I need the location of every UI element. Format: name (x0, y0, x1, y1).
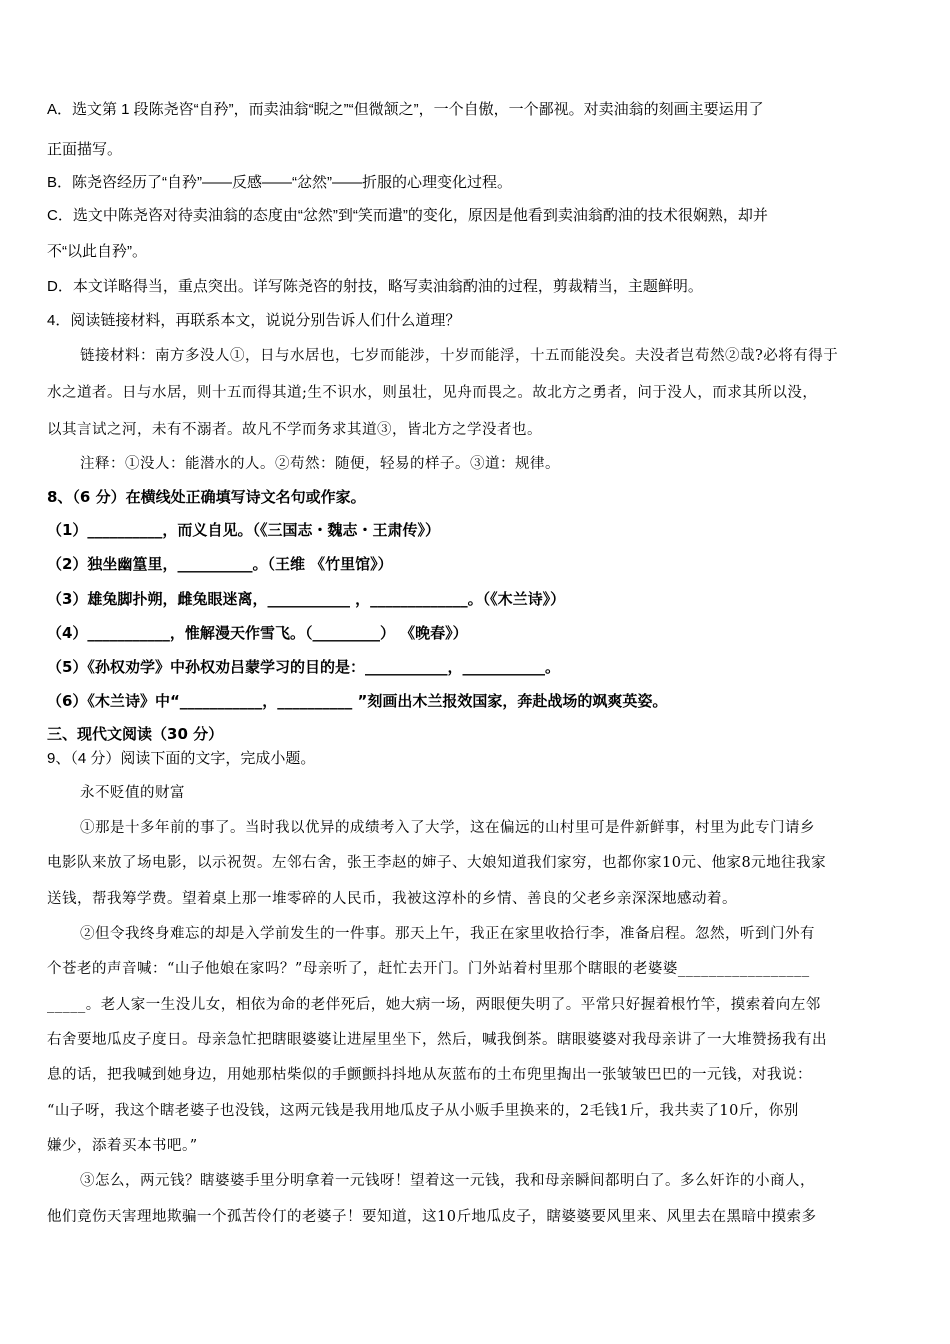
question-4-title: 4．阅读链接材料，再联系本文，说说分别告诉人们什么道理？ (47, 312, 461, 329)
option-c-line2: 不“以此自矜”。 (47, 243, 147, 260)
question-8-title: 8、（6 分）在横线处正确填写诗文名句或作家。 (47, 488, 366, 506)
question-9-title: 9、（4 分）阅读下面的文字，完成小题。 (47, 750, 316, 767)
essay-line: 电影队来放了场电影，以示祝贺。左邻右舍，张王李赵的婶子、大娘知道我们家穷，也都你家10元、他家8元地往我家 (47, 855, 827, 871)
q8-item-4: （4）___________，惟解漫天作雪飞。（_________） 《晚春》） (47, 624, 468, 642)
essay-line: 送钱，帮我筹学费。望着桌上那一堆零碎的人民币，我被这淳朴的乡情、善良的父老乡亲深深地感动着。 (47, 891, 737, 907)
essay-title: 永不贬值的财富 (80, 785, 185, 801)
q8-item-2: （2）独坐幽篁里，__________。（王维 《竹里馆》） (47, 555, 393, 573)
essay-line: _____。老人家一生没儿女，相依为命的老伴死后，她大病一场，两眼便失明了。平常只好握着根竹竿，摸索着向左邻 (47, 997, 821, 1013)
link-material-line3: 以其言试之河，未有不溺者。故凡不学而务求其道③，皆北方之学没者也。 (47, 422, 542, 438)
essay-line: 右舍要地瓜皮子度日。母亲急忙把瞎眼婆婆让进屋里坐下，然后，喊我倒茶。瞎眼婆婆对我母亲讲了一大堆赞扬我有出 (47, 1032, 827, 1048)
link-material-note: 注释：①没人：能潜水的人。②苟然：随便，轻易的样子。③道：规律。 (80, 456, 560, 472)
option-a-line2: 正面描写。 (47, 141, 123, 158)
essay-line: ②但令我终身难忘的却是入学前发生的一件事。那天上午，我正在家里收拾行李，准备启程。忽然，听到门外有 (80, 926, 815, 942)
essay-line: 息的话，把我喊到她身边，用她那枯柴似的手颤颤抖抖地从灰蓝布的土布兜里掏出一张皱皱巴巴的一元钱，对我说： (47, 1067, 812, 1083)
option-c-line1: C．选文中陈尧咨对待卖油翁的态度由“忿然”到“笑而遣”的变化，原因是他看到卖油翁酌油的技术很娴熟，却并 (47, 207, 768, 224)
essay-line: 嫌少，添着买本书吧。” (47, 1138, 198, 1154)
option-b: B．陈尧咨经历了“自矜”——反感——“忿然”——折服的心理变化过程。 (47, 174, 512, 191)
essay-line: “山子呀，我这个瞎老婆子也没钱，这两元钱是我用地瓜皮子从小贩手里换来的，2毛钱1斤，我共卖了10斤，你别 (47, 1103, 799, 1119)
essay-line: ①那是十多年前的事了。当时我以优异的成绩考入了大学，这在偏远的山村里可是件新鲜事，村里为此专门请乡 (80, 820, 815, 836)
essay-line: 他们竟伤天害理地欺骗一个孤苦伶仃的老婆子！要知道，这10斤地瓜皮子，瞎婆婆要风里来、风里去在黑暗中摸索多 (47, 1209, 817, 1225)
q8-item-6: （6）《木兰诗》中“___________，__________ ”刻画出木兰报效国家，奔赴战场的飒爽英姿。 (47, 692, 668, 710)
link-material-line1: 链接材料：南方多没人①，日与水居也，七岁而能涉，十岁而能浮，十五而能没矣。夫没者岂苟然②哉?必将有得于 (80, 348, 839, 364)
section-3-title: 三、现代文阅读（30 分） (47, 725, 224, 743)
essay-line: ③怎么，两元钱？瞎婆婆手里分明拿着一元钱呀！望着这一元钱，我和母亲瞬间都明白了。多么奸诈的小商人， (80, 1173, 815, 1189)
q8-item-3: （3）雄兔脚扑朔，雌兔眼迷离，___________ ，_____________。（《木兰诗》） (47, 590, 566, 608)
essay-line: 个苍老的声音喊：“山子他娘在家吗？”母亲听了，赶忙去开门。门外站着村里那个瞎眼的老婆婆_________________ (47, 961, 810, 977)
link-material-line2: 水之道者。日与水居，则十五而得其道;生不识水，则虽壮，见舟而畏之。故北方之勇者，问于没人，而求其所以没， (47, 385, 818, 401)
option-a-line1: A．选文第 1 段陈尧咨“自矜”，而卖油翁“睨之”“但微颔之”，一个自傲，一个鄙视。对卖油翁的刻画主要运用了 (47, 101, 764, 118)
q8-item-1: （1）__________，而义自见。（《三国志・魏志・王肃传》） (47, 521, 440, 539)
q8-item-5: （5）《孙权劝学》中孙权劝吕蒙学习的目的是：___________，___________。 (47, 658, 560, 676)
option-d: D．本文详略得当，重点突出。详写陈尧咨的射技，略写卖油翁酌油的过程，剪裁精当，主题鲜明。 (47, 278, 703, 295)
